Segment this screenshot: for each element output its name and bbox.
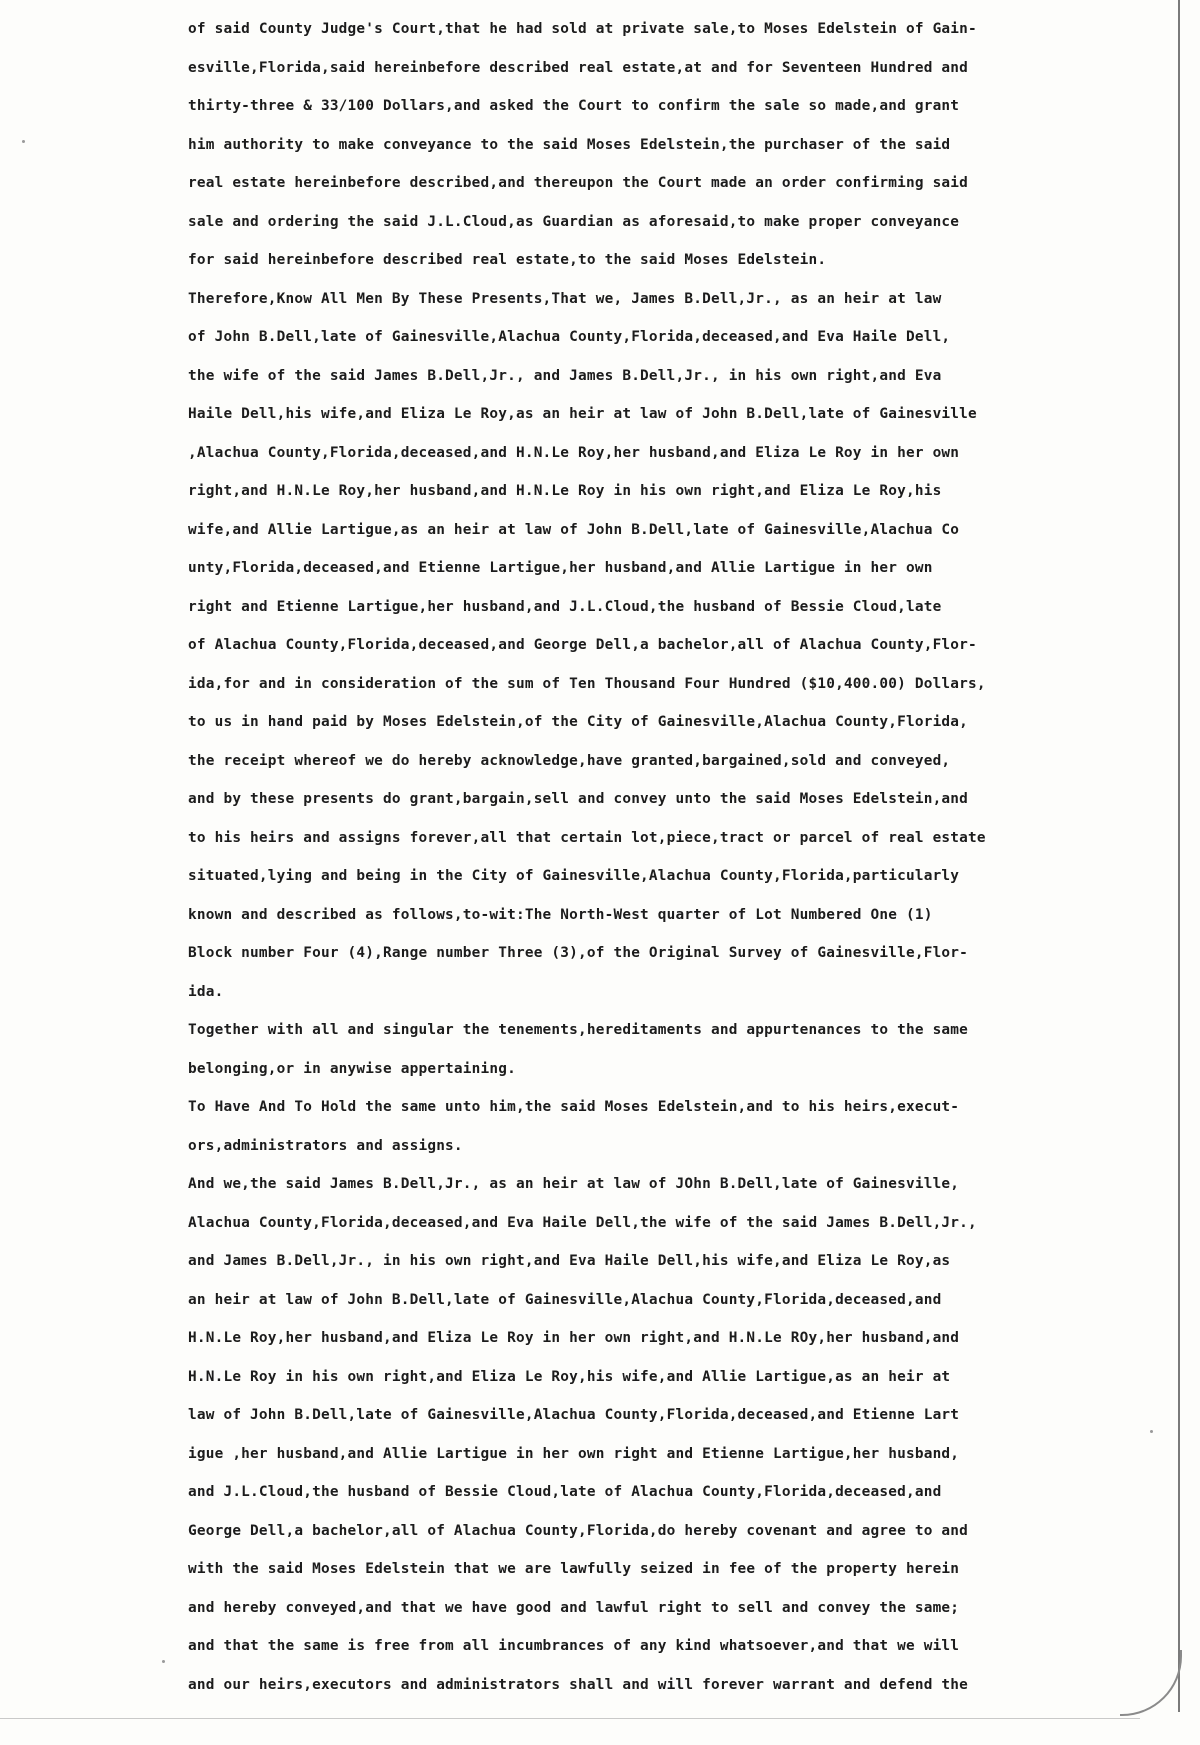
text-line: and hereby conveyed,and that we have good and lawful right to sell and convey the same; bbox=[188, 1599, 960, 1616]
text-line: the receipt whereof we do hereby acknowledge,have granted,bargained,sold and conveyed, bbox=[188, 752, 951, 769]
text-line: and by these presents do grant,bargain,sell and convey unto the said Moses Edelstein,and bbox=[188, 791, 969, 807]
text-line: the wife of the said James B.Dell,Jr., and James B.Dell,Jr., in his own right,and Eva bbox=[188, 367, 942, 384]
scan-speck bbox=[1150, 1430, 1153, 1433]
page-corner-curl bbox=[1120, 1650, 1182, 1716]
text-line: and our heirs,executors and administrators shall and will forever warrant and defend the bbox=[188, 1676, 969, 1693]
scan-speck bbox=[162, 1660, 165, 1663]
text-line: right and Etienne Lartigue,her husband,and J.L.Cloud,the husband of Bessie Cloud,late bbox=[188, 598, 942, 615]
text-line: of said County Judge's Court,that he had sold at private sale,to Moses Edelstein of Gain- bbox=[188, 21, 977, 37]
text-line: wife,and Allie Lartigue,as an heir at law of John B.Dell,late of Gainesville,Alachua Co bbox=[188, 521, 960, 538]
text-line: ,Alachua County,Florida,deceased,and H.N.Le Roy,her husband,and Eliza Le Roy in her own bbox=[188, 444, 960, 461]
text-line: Together with all and singular the tenements,hereditaments and appurtenances to the same bbox=[188, 1022, 969, 1038]
text-line: with the said Moses Edelstein that we are lawfully seized in fee of the property herein bbox=[188, 1561, 960, 1577]
text-line: known and described as follows,to-wit:The North-West quarter of Lot Numbered One (1) bbox=[188, 906, 933, 923]
text-line: Block number Four (4),Range number Three (3),of the Original Survey of Gainesville,Flor- bbox=[188, 945, 969, 961]
text-line: situated,lying and being in the City of Gainesville,Alachua County,Florida,particularly bbox=[188, 868, 960, 884]
text-line: ida. bbox=[188, 983, 224, 1000]
text-line: igue ,her husband,and Allie Lartigue in her own right and Etienne Lartigue,her husband, bbox=[188, 1445, 960, 1462]
text-line: To Have And To Hold the same unto him,the said Moses Edelstein,and to his heirs,execut- bbox=[188, 1099, 960, 1115]
text-line: George Dell,a bachelor,all of Alachua County,Florida,do hereby covenant and agree to and bbox=[188, 1522, 969, 1539]
text-line: to us in hand paid by Moses Edelstein,of the City of Gainesville,Alachua County,Florida, bbox=[188, 714, 969, 730]
text-line: ida,for and in consideration of the sum of Ten Thousand Four Hundred ($10,400.00) Dollars, bbox=[188, 675, 986, 692]
text-line: esville,Florida,said hereinbefore described real estate,at and for Seventeen Hundred and bbox=[188, 59, 969, 76]
text-line: and J.L.Cloud,the husband of Bessie Cloud,late of Alachua County,Florida,deceased,and bbox=[188, 1484, 942, 1500]
deed-body-text bbox=[188, 10, 1108, 1704]
text-line: to his heirs and assigns forever,all that certain lot,piece,tract or parcel of real estate bbox=[188, 829, 986, 846]
text-line: Haile Dell,his wife,and Eliza Le Roy,as an heir at law of John B.Dell,late of Gainesville bbox=[188, 406, 977, 422]
text-line: and that the same is free from all incumbrances of any kind whatsoever,and that we will bbox=[188, 1638, 960, 1654]
text-line: Alachua County,Florida,deceased,and Eva Haile Dell,the wife of the said James B.Dell,Jr., bbox=[188, 1214, 977, 1231]
text-line: him authority to make conveyance to the said Moses Edelstein,the purchaser of the said bbox=[188, 136, 951, 153]
text-line: of John B.Dell,late of Gainesville,Alachua County,Florida,deceased,and Eva Haile Dell, bbox=[188, 329, 951, 345]
page-bottom-edge bbox=[0, 1718, 1140, 1719]
text-line: And we,the said James B.Dell,Jr., as an heir at law of JOhn B.Dell,late of Gainesville, bbox=[188, 1176, 960, 1192]
text-line: ors,administrators and assigns. bbox=[188, 1137, 463, 1154]
text-line: an heir at law of John B.Dell,late of Gainesville,Alachua County,Florida,deceased,and bbox=[188, 1291, 942, 1308]
text-line: for said hereinbefore described real estate,to the said Moses Edelstein. bbox=[188, 252, 827, 268]
text-line: unty,Florida,deceased,and Etienne Lartigue,her husband,and Allie Lartigue in her own bbox=[188, 560, 933, 576]
scan-speck bbox=[22, 140, 25, 143]
text-line: H.N.Le Roy in his own right,and Eliza Le Roy,his wife,and Allie Lartigue,as an heir at bbox=[188, 1368, 951, 1385]
text-line: of Alachua County,Florida,deceased,and George Dell,a bachelor,all of Alachua County,Flor- bbox=[188, 637, 977, 653]
text-line: Therefore,Know All Men By These Presents,That we, James B.Dell,Jr., as an heir at law bbox=[188, 290, 942, 307]
text-line: sale and ordering the said J.L.Cloud,as Guardian as aforesaid,to make proper conveyance bbox=[188, 213, 960, 230]
text-line: right,and H.N.Le Roy,her husband,and H.N.Le Roy in his own right,and Eliza Le Roy,his bbox=[188, 483, 942, 499]
text-line: real estate hereinbefore described,and thereupon the Court made an order confirming said bbox=[188, 175, 969, 191]
text-line: belonging,or in anywise appertaining. bbox=[188, 1060, 516, 1077]
text-line: law of John B.Dell,late of Gainesville,Alachua County,Florida,deceased,and Etienne Lart bbox=[188, 1407, 960, 1423]
text-line: and James B.Dell,Jr., in his own right,and Eva Haile Dell,his wife,and Eliza Le Roy,as bbox=[188, 1253, 951, 1269]
text-line: thirty-three & 33/100 Dollars,and asked the Court to confirm the sale so made,and grant bbox=[188, 98, 960, 114]
text-line: H.N.Le Roy,her husband,and Eliza Le Roy in her own right,and H.N.Le ROy,her husband,and bbox=[188, 1330, 960, 1346]
page-edge-rule bbox=[1178, 0, 1180, 1712]
